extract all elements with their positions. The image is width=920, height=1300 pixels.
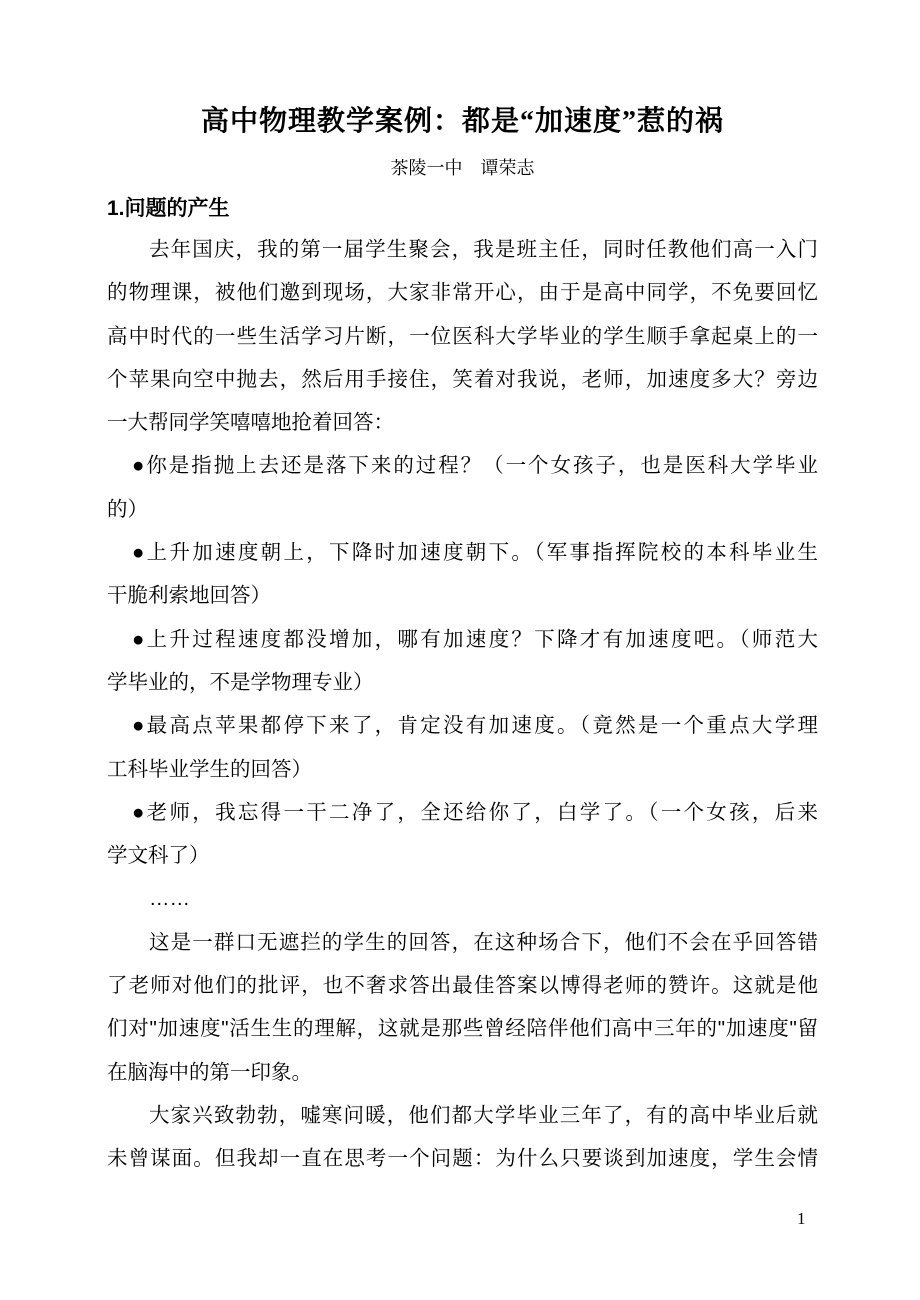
body-line: 大家兴致勃勃，嘘寒问暖，他们都大学毕业三年了，有的高中毕业后就 [149, 1103, 818, 1127]
body-line: 们对"加速度"活生生的理解，这就是那些曾经陪伴他们高中三年的"加速度"留 [107, 1017, 818, 1041]
body-line: ●你是指抛上去还是落下来的过程？（一个女孩子，也是医科大学毕业 [132, 454, 818, 478]
body-line: 未曾谋面。但我却一直在思考一个问题：为什么只要谈到加速度，学生会情 [107, 1147, 818, 1171]
body-line: 干脆利索地回答） [107, 584, 271, 608]
body-line: 在脑海中的第一印象。 [107, 1060, 312, 1084]
body-line: ●上升加速度朝上，下降时加速度朝下。（军事指挥院校的本科毕业生 [132, 541, 818, 565]
body-line: 工科毕业学生的回答） [107, 757, 312, 781]
author-line: 茶陵一中 谭荣志 [390, 158, 535, 178]
body-line: 学文科了） [107, 844, 210, 868]
body-line: 高中时代的一些生活学习片断，一位医科大学毕业的学生顺手拿起桌上的一 [107, 324, 818, 348]
body-line: 学毕业的，不是学物理专业） [107, 670, 374, 694]
body-line: 个苹果向空中抛去，然后用手接住，笑着对我说，老师，加速度多大？旁边 [107, 367, 818, 391]
body-line: ●老师，我忘得一干二净了，全还给你了，白学了。（一个女孩，后来 [132, 800, 818, 824]
body-line: 的物理课，被他们邀到现场，大家非常开心，由于是高中同学，不免要回忆 [107, 281, 818, 305]
section-heading: 1.问题的产生 [107, 197, 230, 220]
body-line: ●上升过程速度都没增加，哪有加速度？下降才有加速度吧。（师范大 [132, 627, 818, 651]
body-line: 一大帮同学笑嘻嘻地抢着回答： [107, 411, 394, 435]
document-title: 高中物理教学案例：都是“加速度”惹的祸 [200, 106, 724, 137]
body-line: ●最高点苹果都停下来了，肯定没有加速度。（竟然是一个重点大学理 [132, 714, 818, 738]
document-body [107, 228, 818, 1181]
body-line: 去年国庆，我的第一届学生聚会，我是班主任，同时任教他们高一入门 [149, 238, 818, 261]
body-line: 这是一群口无遮拦的学生的回答，在这种场合下，他们不会在乎回答错 [149, 930, 818, 954]
body-line: …… [149, 887, 190, 911]
body-line: 了老师对他们的批评，也不奢求答出最佳答案以博得老师的赞许。这就是他 [107, 974, 818, 998]
body-line: 的） [107, 497, 148, 521]
page-number: 1 [797, 1209, 806, 1228]
